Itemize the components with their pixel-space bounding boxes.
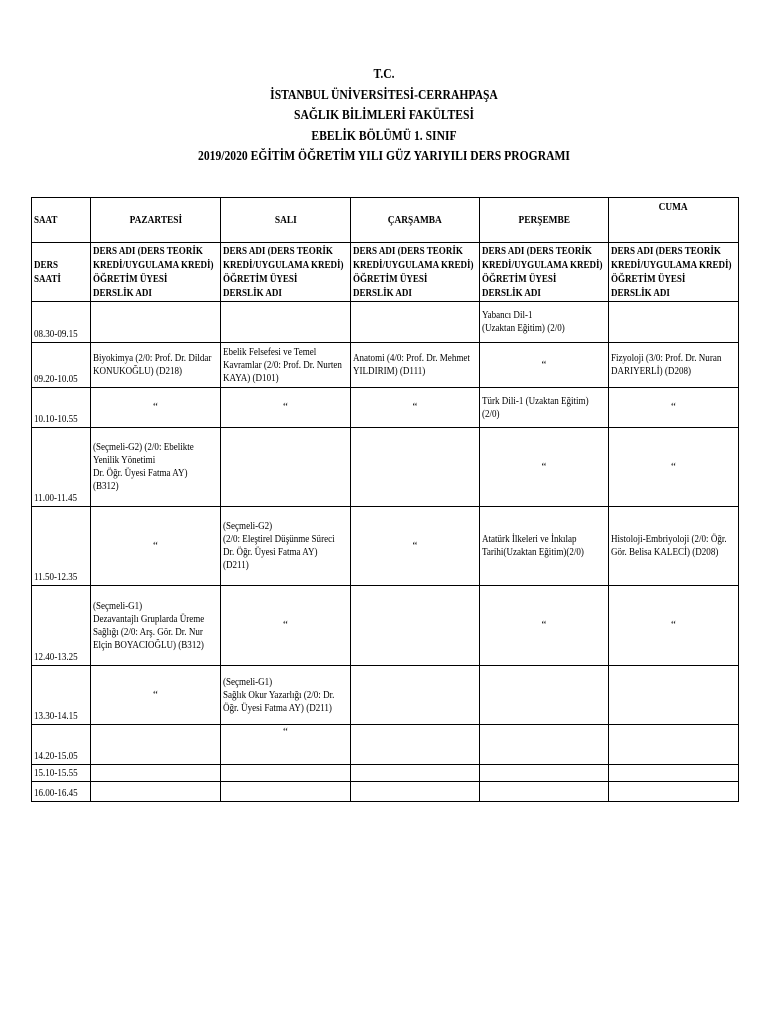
course-text-line: Sağlık Okur Yazarlığı (2/0: Dr. (223, 689, 335, 701)
cell-sali (221, 666, 351, 725)
cell-pazartesi (91, 666, 221, 725)
cell-pazartesi (91, 507, 221, 586)
course-text-line: Tarihi(Uzaktan Eğitim)(2/0) (482, 547, 584, 558)
subheader-info-line: DERSLİK ADI (611, 287, 670, 299)
subheader-info-line: KREDİ/UYGULAMA KREDİ) (611, 259, 732, 271)
header-cuma: CUMA (609, 198, 739, 243)
subheader-info-line: DERS ADI (DERS TEORİK (223, 245, 333, 257)
cell-persembe (480, 302, 609, 343)
subheader-info-line: ÖĞRETİM ÜYESİ (482, 273, 557, 285)
subheader-info-line: DERS ADI (DERS TEORİK (611, 245, 721, 257)
course-text-line: (Seçmeli-G2) (2/0: Ebelikte (93, 442, 194, 453)
table-row (32, 343, 739, 388)
table-row (32, 782, 739, 802)
ditto-mark: “ (541, 358, 547, 371)
subheader-info-line: DERSLİK ADI (223, 287, 282, 299)
cell-sali (221, 388, 351, 428)
heading-faculty: SAĞLIK BİLİMLERİ FAKÜLTESİ (293, 107, 475, 122)
table-row (32, 725, 739, 765)
cell-persembe (480, 782, 609, 802)
cell-cuma (609, 388, 739, 428)
course-text-line: Kavramlar (2/0: Prof. Dr. Nurten (223, 359, 342, 371)
course-text-line: (B312) (93, 481, 119, 492)
subheader-info-line: KREDİ/UYGULAMA KREDİ) (353, 259, 474, 271)
subheader-info-line: DERSLİK ADI (482, 287, 541, 299)
subheader-info-line: DERSLİK ADI (353, 287, 412, 299)
cell-cuma (609, 343, 739, 388)
ditto-mark: “ (283, 401, 288, 413)
subheader-info-line: DERSLİK ADI (93, 287, 152, 299)
cell-persembe (480, 725, 609, 765)
subheader-info-line: KREDİ/UYGULAMA KREDİ) (93, 259, 214, 271)
cell-persembe (480, 388, 609, 428)
cell-persembe (480, 666, 609, 725)
header-row (32, 198, 739, 243)
cell-cuma (609, 782, 739, 802)
ditto-mark: “ (541, 619, 547, 631)
table-row (32, 586, 739, 666)
course-text-line: Dezavantajlı Gruplarda Üreme (93, 613, 205, 625)
cell-pazartesi (91, 782, 221, 802)
table-row (32, 388, 739, 428)
cell-pazartesi (91, 343, 221, 388)
cell-cuma (609, 507, 739, 586)
subheader-info-line: DERS ADI (DERS TEORİK (353, 245, 463, 257)
table-row (32, 302, 739, 343)
ditto-mark: “ (671, 401, 676, 413)
subheader-info-line: DERS ADI (DERS TEORİK (93, 245, 203, 257)
header-pazartesi: PAZARTESİ (91, 198, 221, 243)
course-text-line: Dr. Öğr. Üyesi Fatma AY) (223, 547, 318, 558)
course-text-line: DARIYERLİ) (D208) (611, 366, 692, 377)
cell-persembe (480, 343, 609, 388)
subheader-info-line: KREDİ/UYGULAMA KREDİ) (482, 259, 603, 271)
course-text-line: (D211) (223, 560, 249, 571)
subheader-info-line: ÖĞRETİM ÜYESİ (353, 273, 428, 285)
time-slot: 08.30-09.15 (32, 302, 91, 343)
cell-pazartesi (91, 388, 221, 428)
header-persembe: PERŞEMBE (480, 198, 609, 243)
cell-sali (221, 302, 351, 343)
cell-sali (221, 343, 351, 388)
cell-cuma (609, 586, 739, 666)
heading-program-title: 2019/2020 EĞİTİM ÖĞRETİM YILI GÜZ YARIYILI DERS PROGRAMI (198, 148, 570, 163)
time-slot: 16.00-16.45 (32, 782, 91, 802)
table-row (32, 507, 739, 586)
time-slot: 14.20-15.05 (32, 725, 91, 765)
course-text-line: Fizyoloji (3/0: Prof. Dr. Nuran (611, 353, 722, 364)
subheader-info-cell (221, 243, 351, 302)
cell-sali (221, 782, 351, 802)
subheader-info-line: ÖĞRETİM ÜYESİ (93, 273, 168, 285)
cell-cuma (609, 302, 739, 343)
cell-pazartesi (91, 302, 221, 343)
course-text-line: (Seçmeli-G2) (223, 521, 273, 532)
subheader-info-line: ÖĞRETİM ÜYESİ (223, 273, 298, 285)
subheader-info-cell (480, 243, 609, 302)
cell-carsamba (351, 666, 480, 725)
course-text-line: Ebelik Felsefesi ve Temel (223, 346, 317, 358)
table-row (32, 666, 739, 725)
subheader-ders-saati: DERS SAATİ (32, 243, 91, 302)
cell-cuma (609, 725, 739, 765)
cell-carsamba (351, 302, 480, 343)
ditto-mark: “ (671, 460, 676, 473)
subheader-row (32, 243, 739, 302)
course-text-line: KONUKOĞLU) (D218) (93, 366, 183, 377)
cell-pazartesi (91, 586, 221, 666)
course-text-line: Sağlığı (2/0: Arş. Gör. Dr. Nur (93, 626, 203, 638)
course-text-line: Anatomi (4/0: Prof. Dr. Mehmet (353, 353, 470, 364)
ditto-mark: “ (153, 688, 158, 701)
subheader-info-line: KREDİ/UYGULAMA KREDİ) (223, 259, 344, 271)
cell-pazartesi (91, 428, 221, 507)
time-slot: 12.40-13.25 (32, 586, 91, 666)
cell-persembe (480, 586, 609, 666)
cell-carsamba (351, 782, 480, 802)
cell-sali (221, 428, 351, 507)
cell-carsamba (351, 507, 480, 586)
cell-sali (221, 507, 351, 586)
time-slot: 13.30-14.15 (32, 666, 91, 725)
cell-carsamba (351, 388, 480, 428)
ditto-mark: “ (153, 401, 158, 413)
ditto-mark: “ (283, 619, 288, 631)
header-saat: SAAT (32, 198, 91, 243)
cell-carsamba (351, 586, 480, 666)
time-slot: 10.10-10.55 (32, 388, 91, 428)
cell-carsamba (351, 765, 480, 782)
cell-sali (221, 725, 351, 765)
course-text-line: KAYA) (D101) (223, 372, 279, 384)
ditto-mark: “ (541, 460, 547, 473)
course-text-line: Gör. Belisa KALECİ) (D208) (611, 547, 719, 558)
course-text-line: Yenilik Yönetimi (93, 455, 156, 466)
course-text-line: Türk Dili-1 (Uzaktan Eğitim) (482, 395, 589, 407)
course-text-line: (2/0: Eleştirel Düşünme Süreci (223, 534, 335, 545)
ditto-mark: “ (412, 401, 418, 413)
course-text-line: Öğr. Üyesi Fatma AY) (D211) (223, 702, 332, 714)
cell-persembe (480, 765, 609, 782)
time-slot: 15.10-15.55 (32, 765, 91, 782)
course-text-line: (2/0) (482, 408, 500, 420)
table-row (32, 765, 739, 782)
heading-university: İSTANBUL ÜNİVERSİTESİ-CERRAHPAŞA (270, 86, 498, 102)
cell-persembe (480, 428, 609, 507)
cell-carsamba (351, 343, 480, 388)
time-slot: 11.50-12.35 (32, 507, 91, 586)
heading-department: EBELİK BÖLÜMÜ 1. SINIF (311, 127, 457, 143)
subheader-info-line: ÖĞRETİM ÜYESİ (611, 273, 686, 285)
cell-persembe (480, 507, 609, 586)
course-text-line: Dr. Öğr. Üyesi Fatma AY) (93, 468, 188, 479)
heading-tc: T.C. (373, 66, 395, 81)
course-text-line: YILDIRIM) (D111) (353, 366, 426, 377)
cell-pazartesi (91, 765, 221, 782)
cell-carsamba (351, 428, 480, 507)
cell-sali (221, 586, 351, 666)
subheader-info-cell (609, 243, 739, 302)
course-text-line: Atatürk İlkeleri ve İnkılap (482, 534, 577, 545)
course-text-line: (Seçmeli-G1) (93, 600, 143, 612)
course-text-line: Yabancı Dil-1 (482, 310, 533, 321)
ditto-mark: “ (153, 539, 158, 552)
ditto-mark: “ (671, 619, 676, 631)
cell-cuma (609, 765, 739, 782)
ditto-mark: “ (283, 726, 288, 738)
course-text-line: Histoloji-Embriyoloji (2/0: Öğr. (611, 534, 727, 545)
subheader-info-cell (91, 243, 221, 302)
header-sali: SALI (221, 198, 351, 243)
course-text-line: Biyokimya (2/0: Prof. Dr. Dildar (93, 353, 212, 364)
course-text-line: (Uzaktan Eğitim) (2/0) (482, 323, 565, 334)
header-carsamba: ÇARŞAMBA (351, 198, 480, 243)
cell-sali (221, 765, 351, 782)
subheader-info-line: DERS ADI (DERS TEORİK (482, 245, 592, 257)
table-row (32, 428, 739, 507)
cell-pazartesi (91, 725, 221, 765)
schedule-table (31, 197, 739, 802)
course-text-line: Elçin BOYACIOĞLU) (B312) (93, 639, 204, 651)
time-slot: 09.20-10.05 (32, 343, 91, 388)
ditto-mark: “ (412, 539, 418, 552)
cell-cuma (609, 666, 739, 725)
document-heading (0, 64, 768, 167)
subheader-info-cell (351, 243, 480, 302)
time-slot: 11.00-11.45 (32, 428, 91, 507)
course-text-line: (Seçmeli-G1) (223, 676, 273, 688)
cell-cuma (609, 428, 739, 507)
cell-carsamba (351, 725, 480, 765)
